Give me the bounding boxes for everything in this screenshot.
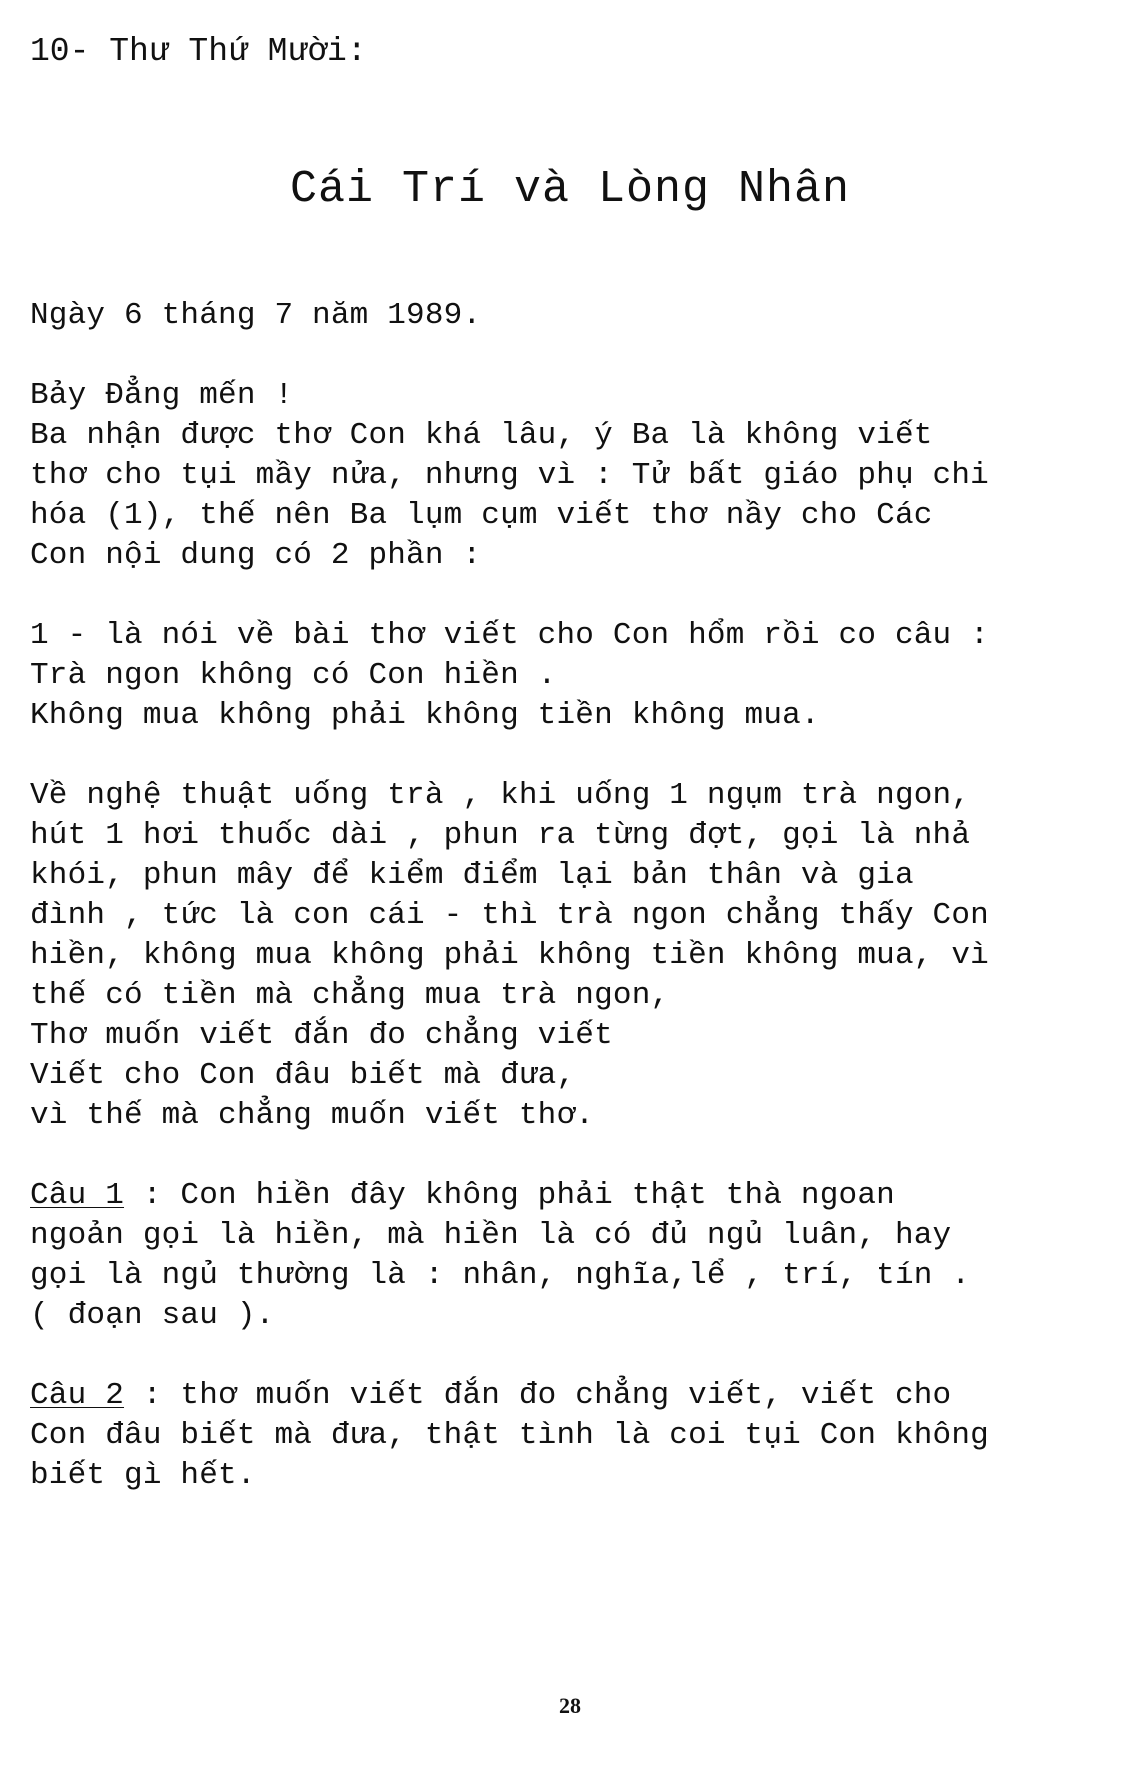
poem-line: Trà ngon không có Con hiền . [30, 658, 557, 693]
intro-line: hóa (1), thế nên Ba lụm cụm viết thơ nầy cho Các [30, 498, 933, 533]
intro-line: thơ cho tụi mầy nửa, nhưng vì : Tử bất giáo phụ chi [30, 458, 989, 493]
letter-heading: 10- Thư Thứ Mười: [30, 33, 367, 70]
cau1-label: Câu 1 [30, 1178, 125, 1213]
cau1-line: ngoản gọi là hiền, mà hiền là có đủ ngủ luân, hay [30, 1218, 952, 1253]
art-line: hiền, không mua không phải không tiền không mua, vì [30, 938, 989, 973]
salutation: Bảy Đẳng mến ! [30, 378, 294, 413]
cau1-text: : Con hiền đây không phải thật thà ngoan [124, 1178, 895, 1213]
page-number: 28 [559, 1693, 581, 1718]
cau1-first-line [30, 1176, 895, 1216]
art-line: Về nghệ thuật uống trà , khi uống 1 ngụm trà ngon, [30, 778, 971, 813]
cau2-line: Con đâu biết mà đưa, thật tình là coi tụi Con không [30, 1418, 989, 1453]
art-line: thế có tiền mà chẳng mua trà ngon, [30, 978, 670, 1013]
poem-line: Thơ muốn viết đắn đo chẳng viết [30, 1018, 613, 1053]
poem-line: Không mua không phải không tiền không mua. [30, 698, 820, 733]
art-line: hút 1 hơi thuốc dài , phun ra từng đợt, gọi là nhả [30, 818, 971, 853]
letter-date: Ngày 6 tháng 7 năm 1989. [30, 298, 482, 333]
intro-line: Ba nhận được thơ Con khá lâu, ý Ba là không viết [30, 418, 933, 453]
part1-line: 1 - là nói về bài thơ viết cho Con hổm rồi co câu : [30, 618, 989, 653]
poem-line: Viết cho Con đâu biết mà đưa, [30, 1058, 576, 1093]
letter-title: Cái Trí và Lòng Nhân [289, 164, 851, 215]
poem-line: vì thế mà chẳng muốn viết thơ. [30, 1098, 595, 1133]
cau2-text: : thơ muốn viết đắn đo chẳng viết, viết cho [124, 1378, 952, 1413]
art-line: đình , tức là con cái - thì trà ngon chẳng thấy Con [30, 898, 989, 933]
intro-line: Con nội dung có 2 phần : [30, 538, 482, 573]
cau2-first-line [30, 1376, 951, 1416]
cau1-line: gọi là ngủ thường là : nhân, nghĩa,lể , trí, tín . [30, 1258, 971, 1293]
art-line: khói, phun mây để kiểm điểm lại bản thân và gia [30, 858, 914, 893]
cau2-line: biết gì hết. [30, 1458, 256, 1493]
cau1-line: ( đoạn sau ). [30, 1298, 275, 1333]
cau2-label: Câu 2 [30, 1378, 125, 1413]
